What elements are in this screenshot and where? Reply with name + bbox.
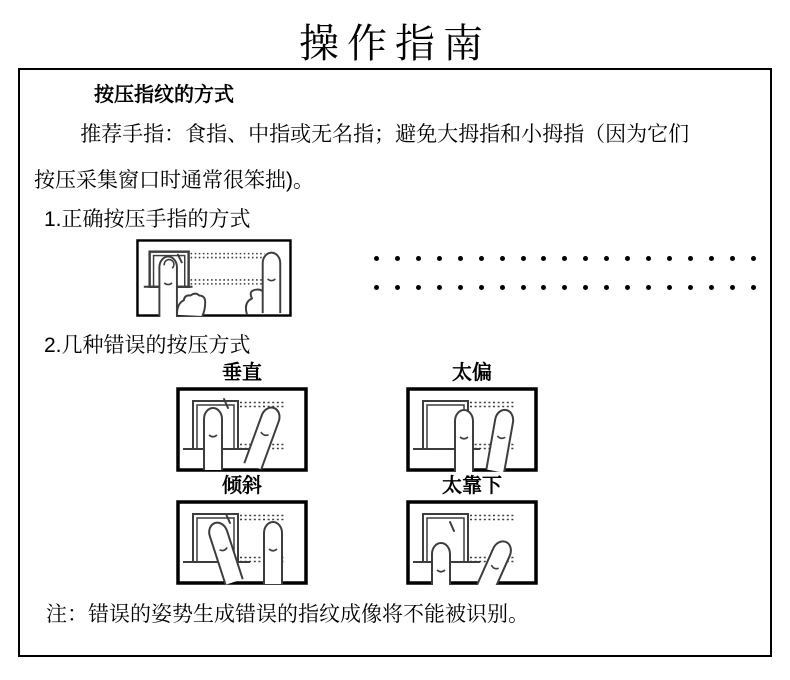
- dot: [751, 256, 756, 261]
- dot: [730, 285, 735, 290]
- dot: [667, 256, 672, 261]
- dots-block: [374, 238, 756, 290]
- error-cell-too-offset: [406, 362, 538, 472]
- dot: [709, 285, 714, 290]
- error-label: 太靠下: [442, 475, 502, 497]
- dot: [416, 285, 421, 290]
- dot: [562, 285, 567, 290]
- dot: [500, 285, 505, 290]
- dot: [458, 256, 463, 261]
- dot: [646, 285, 651, 290]
- error-too-low-illustration-icon: [406, 500, 538, 585]
- dot: [709, 256, 714, 261]
- error-vertical-illustration-icon: [176, 387, 308, 472]
- dot: [437, 256, 442, 261]
- dot: [395, 285, 400, 290]
- dot: [583, 285, 588, 290]
- guide-note: 注：错误的姿势生成错误的指纹成像将不能被识别。: [46, 603, 529, 626]
- dot: [604, 256, 609, 261]
- error-label: 垂直: [222, 362, 262, 384]
- dot: [667, 285, 672, 290]
- section2-title: 2.几种错误的按压方式: [44, 334, 251, 357]
- dot: [374, 285, 379, 290]
- dot: [500, 256, 505, 261]
- dot: [395, 256, 400, 261]
- error-cell-too-low: [406, 475, 538, 585]
- error-tilted-illustration-icon: [176, 500, 308, 585]
- dot: [625, 256, 630, 261]
- correct-press-illustration-icon: [136, 238, 292, 318]
- error-too-offset-illustration-icon: [406, 387, 538, 472]
- error-methods-grid: [176, 362, 756, 585]
- section1-title: 1.正确按压手指的方式: [44, 208, 251, 231]
- dot: [541, 256, 546, 261]
- guide-intro-paragraph: 推荐手指：食指、中指或无名指；避免大拇指和小拇指（因为它们按压采集窗口时通常很笨拙)。: [34, 123, 690, 192]
- dot: [437, 285, 442, 290]
- error-cell-vertical: [176, 362, 308, 472]
- dot: [646, 256, 651, 261]
- guide-heading: 按压指纹的方式: [94, 84, 234, 106]
- dot: [751, 285, 756, 290]
- dot: [625, 285, 630, 290]
- dot: [416, 256, 421, 261]
- page-title: 操作指南: [299, 22, 491, 66]
- dot: [688, 285, 693, 290]
- dot: [479, 285, 484, 290]
- dot: [730, 256, 735, 261]
- correct-press-row: [136, 238, 756, 318]
- dot-row: [374, 256, 756, 261]
- dot-row: [374, 285, 756, 290]
- dot: [688, 256, 693, 261]
- dot: [583, 256, 588, 261]
- error-cell-tilted: [176, 475, 308, 585]
- error-label: 太偏: [452, 362, 492, 384]
- dot: [458, 285, 463, 290]
- dot: [521, 285, 526, 290]
- error-label: 倾斜: [222, 475, 262, 497]
- dot: [604, 285, 609, 290]
- guide-box: [18, 68, 772, 657]
- dot: [479, 256, 484, 261]
- dot: [541, 285, 546, 290]
- dot: [374, 256, 379, 261]
- dot: [562, 256, 567, 261]
- dot: [521, 256, 526, 261]
